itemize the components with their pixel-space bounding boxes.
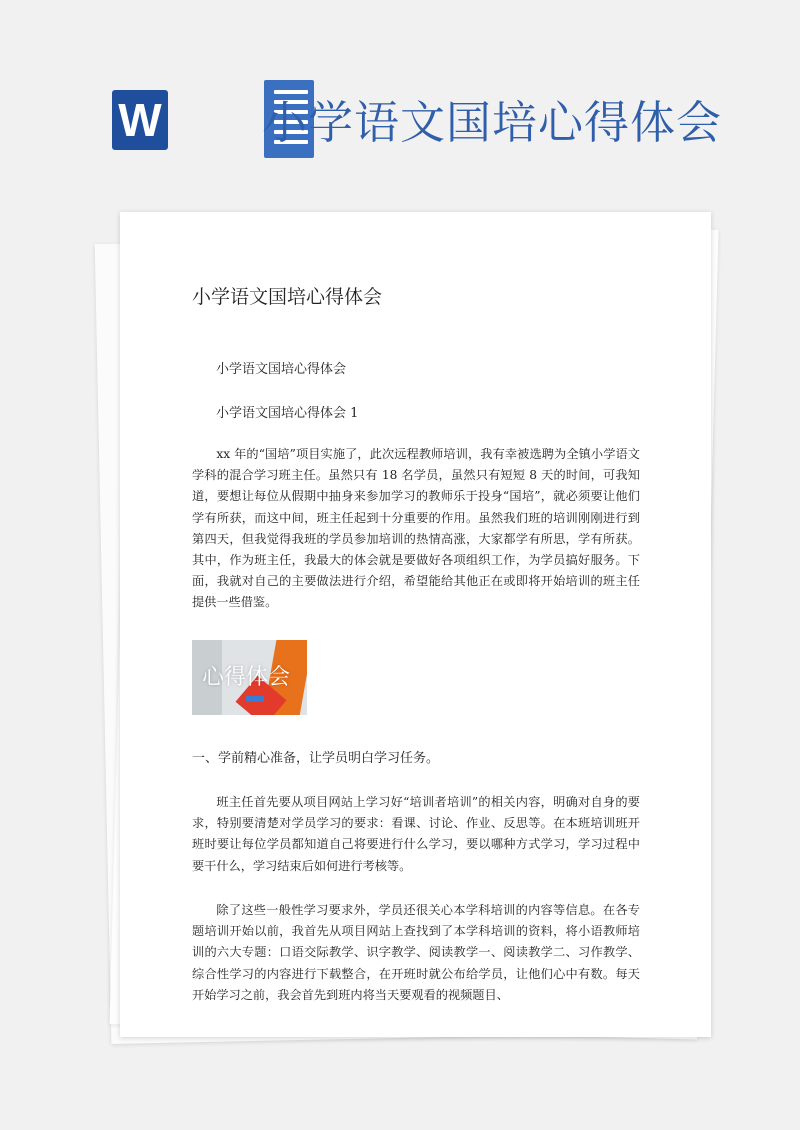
paragraph-2: 班主任首先要从项目网站上学习好“培训者培训”的相关内容，明确对自身的要求，特别要清楚对学员学习的要求：看课、讨论、作业、反思等。在本班培训班开班时要让每位学员都知道自己将要进行什么学习，要以哪种方式学习，学习过程中要干什么，学习结束后如何进行考核等。: [192, 795, 640, 873]
section-heading-1: 一、学前精心准备，让学员明白学习任务。: [192, 751, 440, 766]
paragraph-intro: xx 年的“国培”项目实施了，此次远程教师培训，我有幸被选聘为全镇小学语文学科的混合学习班主任。虽然只有 18 名学员，虽然只有短短 8 天的时间，可我知道，要想让每位从假期中抽身来参加学习的教师乐于投身“国培”，就必须要让他们学有所获，而这中间，班主任起到十分重要的作用。虽然我们班的培训刚刚进行到第四天，但我觉得我班的学员参加培训的热情高涨，大家都学有所思，学有所获。其中，作为班主任，我最大的体会就是要做好各项组织工作，为学员搞好服务。下面，我就对自己的主要做法进行介绍，希望能给其他正在或即将开始培训的班主任提供一些借鉴。: [192, 447, 640, 610]
image-tag-shape: [246, 696, 264, 702]
document-page: [120, 212, 711, 1037]
image-caption-text: 心得体会: [202, 665, 291, 690]
header-banner: [0, 0, 800, 200]
word-document-icon: [112, 80, 214, 160]
header-title: 小学语文国培心得体会: [262, 96, 723, 149]
paragraph-3: 除了这些一般性学习要求外，学员还很关心本学科培训的内容等信息。在各专题培训开始以前，我首先从项目网站上查找到了本学科培训的资料，将小语教师培训的六大专题：口语交际教学、识字教学、阅读教学一、阅读教学二、习作教学、综合性学习的内容进行下载整合，在开班时就公布给学员，让他们心中有数。每天开始学习之前，我会首先到班内将当天要观看的视频题目、: [192, 903, 640, 1002]
document-subtitle: 小学语文国培心得体会: [216, 362, 347, 377]
document-title: 小学语文国培心得体会: [192, 286, 383, 308]
word-letter-badge: W: [112, 90, 168, 150]
experience-image: [192, 640, 307, 715]
section-title: 小学语文国培心得体会 1: [216, 406, 359, 421]
